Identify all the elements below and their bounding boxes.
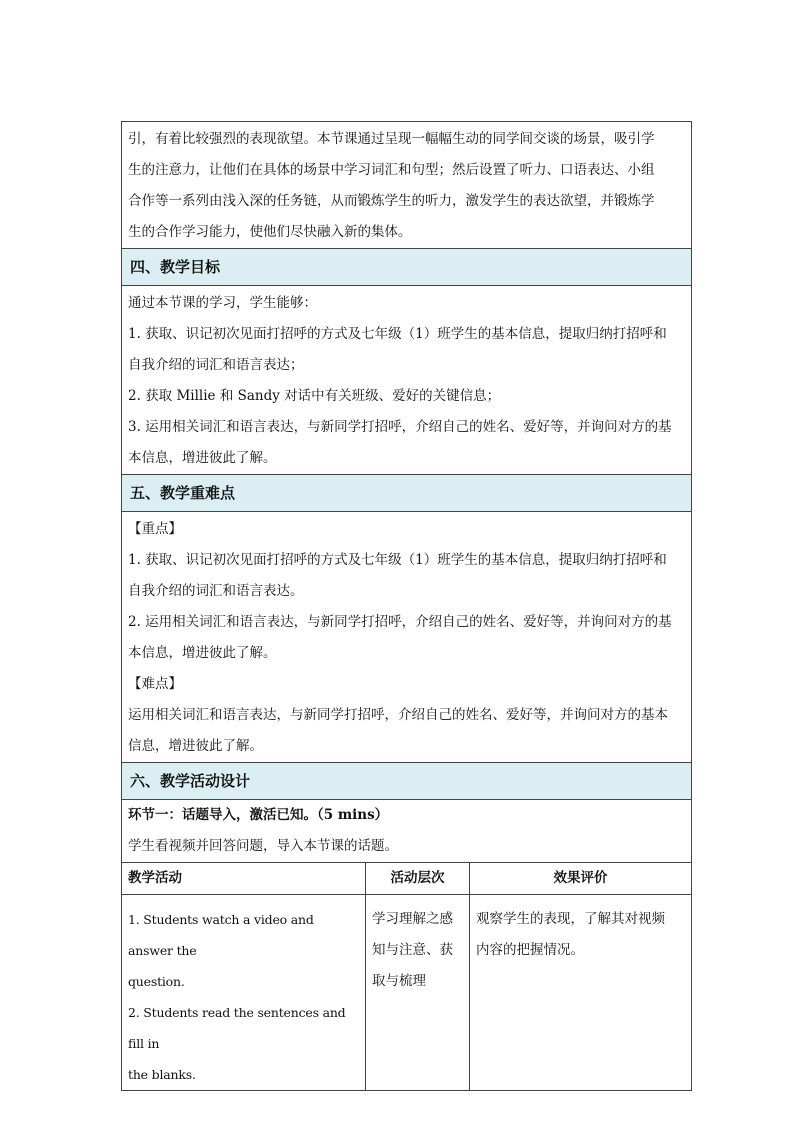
stage-title: 环节一：话题导入，激活已知。（5 mins） bbox=[128, 807, 389, 823]
lesson-plan-table bbox=[121, 121, 692, 1091]
evaluation-cell bbox=[470, 895, 691, 1090]
intro-paragraph bbox=[122, 122, 691, 249]
text-line: 1. 获取、识记初次见面打招呼的方式及七年级（1）班学生的基本信息，提取归纳打招呼和 bbox=[128, 552, 667, 568]
text-line: 1. 获取、识记初次见面打招呼的方式及七年级（1）班学生的基本信息，提取归纳打招呼和 bbox=[128, 326, 667, 342]
text-line: 内容的把握情况。 bbox=[476, 942, 584, 958]
text-line: 学习理解之感 bbox=[372, 911, 453, 927]
text-line: 2. 运用相关词汇和语言表达，与新同学打招呼，介绍自己的姓名、爱好等，并询问对方的基 bbox=[128, 614, 672, 630]
objectives-body bbox=[122, 286, 691, 475]
text-line: 合作等一系列由浅入深的任务链，从而锻炼学生的听力，激发学生的表达欲望，并锻炼学 bbox=[128, 193, 655, 209]
text-line: 【难点】 bbox=[128, 676, 182, 692]
text-line: 取与梳理 bbox=[372, 973, 426, 989]
text-line: 本信息，增进彼此了解。 bbox=[128, 645, 277, 661]
text-line: 2. 获取 Millie 和 Sandy 对话中有关班级、爱好的关键信息； bbox=[128, 388, 501, 404]
text-line: 【重点】 bbox=[128, 521, 182, 537]
text-line: question. bbox=[128, 974, 185, 989]
text-line: 运用相关词汇和语言表达，与新同学打招呼，介绍自己的姓名、爱好等，并询问对方的基本 bbox=[128, 707, 668, 723]
level-cell bbox=[366, 895, 470, 1090]
stage-description: 学生看视频并回答问题，导入本节课的话题。 bbox=[128, 838, 398, 854]
stage-intro bbox=[122, 800, 691, 863]
text-line: the blanks. bbox=[128, 1067, 196, 1082]
text-line: 1. Students watch a video and answer the bbox=[128, 912, 314, 958]
text-line: 2. Students read the sentences and fill in bbox=[128, 1005, 346, 1051]
text-line: 生的注意力，让他们在具体的场景中学习词汇和句型；然后设置了听力、口语表达、小组 bbox=[128, 162, 655, 178]
text-line: 信息，增进彼此了解。 bbox=[128, 738, 263, 754]
text-line: 3. 运用相关词汇和语言表达，与新同学打招呼，介绍自己的姓名、爱好等，并询问对方的基 bbox=[128, 419, 672, 435]
text-line: 通过本节课的学习，学生能够： bbox=[128, 295, 317, 311]
text-line: 知与注意、获 bbox=[372, 942, 453, 958]
text-line: 生的合作学习能力，使他们尽快融入新的集体。 bbox=[128, 224, 412, 240]
text-line: 自我介绍的词汇和语言表达； bbox=[128, 357, 304, 373]
text-line: 本信息，增进彼此了解。 bbox=[128, 450, 277, 466]
activity-cell bbox=[122, 895, 366, 1090]
col-header-activity: 教学活动 bbox=[122, 863, 366, 894]
text-line: 观察学生的表现，了解其对视频 bbox=[476, 911, 665, 927]
key-points-body bbox=[122, 512, 691, 763]
col-header-level: 活动层次 bbox=[366, 863, 470, 894]
section-heading-key-points: 五、教学重难点 bbox=[122, 475, 691, 512]
text-line: 自我介绍的词汇和语言表达。 bbox=[128, 583, 304, 599]
activity-table-header bbox=[122, 863, 691, 895]
text-line: 引，有着比较强烈的表现欲望。本节课通过呈现一幅幅生动的同学间交谈的场景，吸引学 bbox=[128, 131, 655, 147]
section-heading-objectives: 四、教学目标 bbox=[122, 249, 691, 286]
col-header-evaluation: 效果评价 bbox=[553, 870, 608, 886]
table-row bbox=[122, 895, 691, 1090]
section-heading-activities: 六、教学活动设计 bbox=[122, 763, 691, 800]
